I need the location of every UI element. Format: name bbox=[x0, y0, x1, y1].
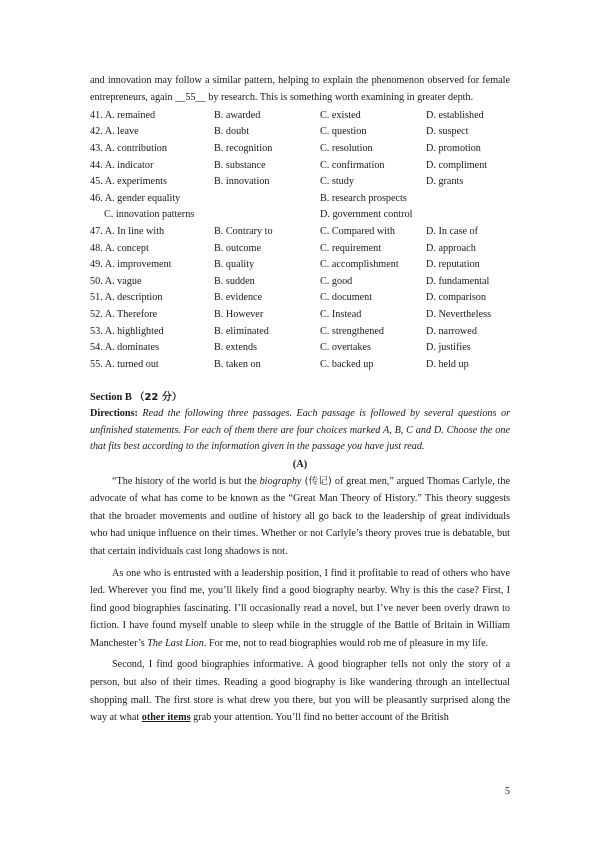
option-cell-b: B. evidence bbox=[214, 292, 263, 304]
option-cell-b: B. outcome bbox=[214, 242, 261, 254]
option-cell-a: 53. A. highlighted bbox=[90, 325, 164, 337]
option-row bbox=[90, 241, 510, 258]
option-cell-c: C. backed up bbox=[320, 358, 374, 370]
option-cell-b: B. substance bbox=[214, 159, 266, 171]
option-cell-d: D. established bbox=[426, 109, 484, 121]
option-cell-c: C. good bbox=[320, 275, 353, 287]
option-cell-c: C. Compared with bbox=[320, 225, 395, 237]
p1-text-a: “The history of the world is but the bbox=[112, 475, 260, 487]
option-cell-b: B. doubt bbox=[214, 126, 250, 138]
option-cell-b bbox=[214, 191, 320, 208]
option-cell-a: 51. A. description bbox=[90, 292, 163, 304]
option-cell-a: 50. A. vague bbox=[90, 275, 142, 287]
option-cell-b: B. taken on bbox=[214, 358, 261, 370]
option-cell-c: C. existed bbox=[320, 109, 361, 121]
option-cell-b: B. awarded bbox=[214, 109, 261, 121]
option-cell-a: 55. A. turned out bbox=[90, 358, 159, 370]
document-page bbox=[90, 72, 510, 731]
option-row bbox=[90, 224, 510, 241]
section-title: Section B bbox=[90, 392, 132, 404]
option-cell-a: C. innovation patterns bbox=[104, 209, 195, 221]
option-cell-c: C. strengthened bbox=[320, 325, 384, 337]
option-cell-d: D. compliment bbox=[426, 159, 488, 171]
option-row bbox=[90, 174, 510, 191]
option-cell-d: D. approach bbox=[426, 242, 476, 254]
p1-emphasis: biography bbox=[259, 475, 302, 487]
passage-paragraph-3 bbox=[90, 656, 510, 726]
passage-label: (A) bbox=[292, 458, 308, 470]
option-cell-d: D. grants bbox=[426, 176, 464, 188]
p3-text-b: grab your attention. You’ll find no better account of the British bbox=[190, 712, 449, 724]
options-table bbox=[90, 108, 510, 374]
directions bbox=[90, 406, 510, 455]
option-cell-d: D. reputation bbox=[426, 259, 480, 271]
option-cell-d: D. promotion bbox=[426, 143, 481, 154]
option-cell-a: 44. A. indicator bbox=[90, 159, 154, 171]
option-cell-b: B. However bbox=[214, 308, 264, 320]
p2-text-a: As one who is entrusted with a leadership position, I find it profitable to read of others who have led. Wherever you find me, you’ll likely find a good biography nearby. Why is this the case? First, I find good biographies fascinating. I’ll occasionally read a novel, but I’ve never been overly drawn to fiction. I have found myself unable to sleep while in the struggle of the Battle of Britain in William Manchester’s bbox=[90, 567, 510, 649]
option-cell-a: 46. A. gender equality bbox=[90, 192, 181, 204]
option-cell-b: B. recognition bbox=[214, 143, 273, 154]
option-cell-d: D. justifies bbox=[426, 342, 471, 354]
option-cell-c: C. resolution bbox=[320, 143, 373, 154]
option-cell-c: D. government control bbox=[320, 209, 413, 221]
option-cell-c: C. document bbox=[320, 292, 373, 304]
option-cell-d bbox=[426, 207, 510, 224]
option-row bbox=[90, 290, 510, 307]
option-cell-b: B. quality bbox=[214, 259, 255, 271]
passage-paragraph-1 bbox=[90, 473, 510, 561]
section-points: （22 分） bbox=[134, 392, 182, 404]
option-cell-c: C. requirement bbox=[320, 242, 382, 254]
option-row bbox=[90, 357, 510, 374]
option-row bbox=[90, 307, 510, 324]
option-cell-a: 42. A. leave bbox=[90, 126, 139, 138]
option-cell-d bbox=[426, 191, 510, 208]
option-cell-d: D. comparison bbox=[426, 292, 486, 304]
p2-text-b: . For me, not to read biographies would rob me of pleasure in my life. bbox=[203, 637, 489, 649]
option-cell-a: 47. A. In line with bbox=[90, 225, 165, 237]
option-cell-a: 49. A. improvement bbox=[90, 259, 172, 271]
option-cell-d: D. fundamental bbox=[426, 275, 490, 287]
p1-note: (传记) bbox=[301, 475, 335, 487]
option-cell-a: 43. A. contribution bbox=[90, 143, 167, 154]
option-row bbox=[90, 257, 510, 274]
option-cell-c: C. overtakes bbox=[320, 342, 371, 354]
section-heading bbox=[90, 389, 510, 406]
option-cell-a: 45. A. experiments bbox=[90, 176, 167, 188]
option-row bbox=[90, 108, 510, 125]
option-cell-b: B. Contrary to bbox=[214, 225, 273, 237]
option-cell-d: D. In case of bbox=[426, 225, 479, 237]
option-row bbox=[90, 124, 510, 141]
option-cell-c: B. research prospects bbox=[320, 192, 407, 204]
option-cell-a: 54. A. dominates bbox=[90, 342, 160, 354]
option-cell-b: B. sudden bbox=[214, 275, 255, 287]
intro-paragraph: and innovation may follow a similar pattern, helping to explain the phenomenon observed for female entrepreneurs, again __55__ by research. This is something worth examining in greater depth. bbox=[90, 75, 510, 104]
option-cell-b bbox=[214, 207, 320, 224]
option-cell-c: C. question bbox=[320, 126, 367, 138]
option-cell-b: B. extends bbox=[214, 342, 258, 354]
p1-text-b: of great men,” argued Thomas Carlyle, the advocate of what has come to be known as the “Great Man Theory of History.” This theory suggests that the broader movements and outline of history all go back to the leadership of great individuals who had unique influence on their times. Whether or not Carlyle’s theory proves true is debatable, but that certain individuals cast long shadows is not. bbox=[90, 475, 510, 557]
page-number-footer bbox=[0, 786, 600, 797]
directions-text: Read the following three passages. Each passage is followed by several questions or unfinished statements. For each of them there are four choices marked A, B, C and D. Choose the one that fits best according to the information given in the passage you have just read. bbox=[90, 408, 510, 453]
option-cell-d: D. Nevertheless bbox=[426, 308, 492, 320]
option-row bbox=[90, 207, 510, 224]
option-row bbox=[90, 274, 510, 291]
option-cell-d: D. narrowed bbox=[426, 325, 477, 337]
p3-underlined: other items bbox=[141, 712, 191, 724]
option-row bbox=[90, 324, 510, 341]
passage-paragraph-2 bbox=[90, 565, 510, 653]
option-cell-c: C. study bbox=[320, 176, 354, 188]
directions-label: Directions: bbox=[90, 408, 138, 420]
option-cell-c: C. confirmation bbox=[320, 159, 385, 171]
option-row bbox=[90, 158, 510, 175]
option-cell-d: D. held up bbox=[426, 358, 469, 370]
option-cell-a: 52. A. Therefore bbox=[90, 308, 158, 320]
p2-emphasis: The Last Lion bbox=[147, 637, 204, 649]
option-cell-b: B. eliminated bbox=[214, 325, 269, 337]
option-cell-a: 41. A. remained bbox=[90, 109, 156, 121]
option-cell-c: C. Instead bbox=[320, 308, 362, 320]
page-number: 5 bbox=[505, 786, 510, 797]
option-cell-c: C. accomplishment bbox=[320, 259, 399, 271]
option-cell-b: B. innovation bbox=[214, 176, 270, 188]
option-row bbox=[90, 191, 510, 208]
option-row bbox=[90, 141, 510, 158]
option-cell-d: D. suspect bbox=[426, 126, 469, 138]
p3-text-a: Second, I find good biographies informative. A good biographer tells not only the story of a person, but also of their times. Reading a good biography is like wandering through an intellectual shopping mall. The first store is what drew you there, but you will be pleasantly surprised along the way at what bbox=[90, 659, 510, 724]
option-cell-a: 48. A. concept bbox=[90, 242, 149, 254]
option-row bbox=[90, 340, 510, 357]
